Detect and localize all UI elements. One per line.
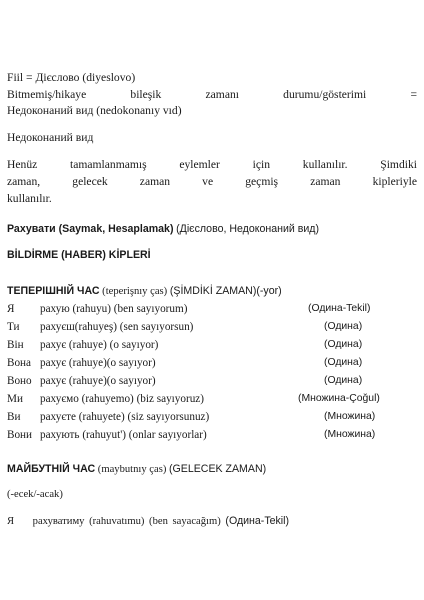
pronoun: Я: [7, 303, 15, 315]
tense-transliteration: (teperişnıy ças): [102, 286, 168, 297]
number-label: (Одина): [324, 357, 363, 368]
section-title: BİLDİRME (HABER) KİPLERİ: [7, 249, 151, 261]
verb-form: рахуватиму (rahuvatımu) (ben sayacağım): [32, 516, 221, 527]
number-label: (Одина-Tekil): [308, 303, 371, 314]
number-label: (Одина): [324, 339, 363, 350]
verb-form: рахують (rahuyut') (onlar sayıyorlar): [40, 429, 207, 441]
tense-turkish: (GELECEK ZAMAN): [169, 463, 267, 475]
tense-transliteration: (maybutnıy ças): [97, 464, 167, 475]
pronoun: Вона: [7, 357, 32, 369]
number-label: (Одина): [324, 375, 363, 386]
verb-form: рахуєте (rahuyete) (siz sayıyorsunuz): [40, 411, 210, 423]
pronoun: Ти: [7, 321, 20, 333]
paragraph-line: kullanılır.: [7, 192, 52, 205]
future-example-row: [7, 514, 289, 529]
verb-form: рахує (rahuye) (o sayıyor): [40, 339, 159, 351]
pronoun: Воно: [7, 375, 32, 387]
pronoun: Він: [7, 339, 24, 351]
pronoun: Ми: [7, 393, 23, 405]
tense-heading-present: [7, 284, 282, 299]
pronoun: Ви: [7, 411, 21, 423]
pronoun: Вони: [7, 429, 33, 441]
verb-form: рахує (rahuye)(o sayıyor): [40, 375, 156, 387]
future-suffix: (-ecek/-acak): [7, 489, 63, 500]
verb-form: рахуєш(rahuyeş) (sen sayıyorsun): [40, 321, 194, 333]
paragraph-line: Bitmemiş/hikaye bileşik zamanı durumu/gösterimi =: [7, 88, 417, 101]
tense-turkish: (ŞİMDİKİ ZAMAN)(-yor): [169, 285, 282, 297]
number-label: (Множина): [324, 429, 376, 440]
number-label: (Одина): [324, 321, 363, 332]
paragraph-line: Henüz tamamlanmamış eylemler için kullanılır. Şimdiki: [7, 158, 417, 171]
tense-name: ТЕПЕРІШНІЙ ЧАС: [7, 285, 100, 297]
verb-form: рахує (rahuye)(o sayıyor): [40, 357, 156, 369]
verb-form: рахуємо (rahuyemo) (biz sayıyoruz): [40, 393, 204, 405]
pronoun: Я: [7, 516, 15, 527]
heading-verb-term: Fiil = Дієслово (diyeslovo): [7, 71, 136, 84]
paragraph-line: zaman, gelecek zaman ve geçmiş zaman kipleriyle: [7, 175, 417, 188]
verb-form: рахую (rahuyu) (ben sayıyorum): [40, 303, 188, 315]
number-label: (Одина-Tekil): [225, 515, 290, 527]
aspect-label: Недоконаний вид: [7, 131, 94, 144]
tense-heading-future: [7, 462, 266, 477]
number-label: (Множина-Çoğul): [298, 393, 380, 404]
verb-grammar: (Дієслово, Недоконаний вид): [176, 223, 320, 235]
tense-name: МАЙБУТНІЙ ЧАС: [7, 463, 96, 475]
paragraph-line: Недоконаний вид (nedokonanıy vıd): [7, 104, 182, 117]
number-label: (Множина): [324, 411, 376, 422]
verb-definition: [7, 222, 319, 237]
verb-headword: Рахувати (Saymak, Hesaplamak): [7, 223, 174, 235]
